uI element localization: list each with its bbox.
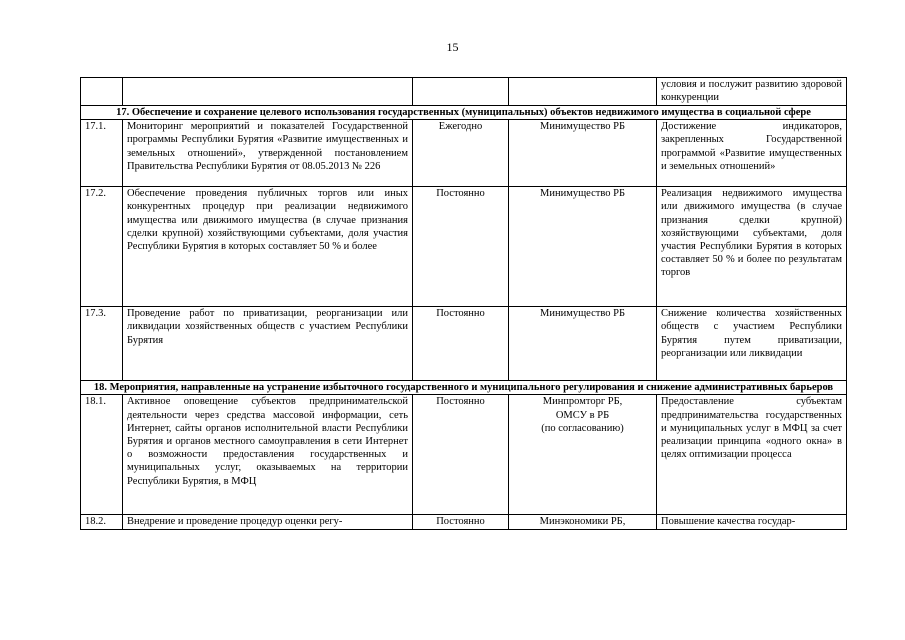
executor-line: (по согласованию) — [541, 422, 624, 434]
action-cell — [123, 78, 413, 106]
term-cell: Постоянно — [413, 395, 509, 515]
action-cell: Мониторинг мероприятий и показателей Государственной программы Республики Бурятия «Развитие имущественных и земельных отношений», утвержденной постановлением Правительства Республики Бурятия от 08.05.2013 № 226 — [123, 120, 413, 187]
action-cell: Проведение работ по приватизации, реорганизации или ликвидации хозяйственных обществ с участием Республики Бурятия — [123, 307, 413, 381]
table-row — [81, 395, 847, 515]
table-row — [81, 515, 847, 529]
result-cell: Достижение индикаторов, закрепленных Государственной программой «Развитие имущественных и земельных отношений» — [657, 120, 847, 187]
section-heading: 17. Обеспечение и сохранение целевого использования государственных (муниципальных) объектов недвижимого имущества в социальной сфере — [81, 106, 847, 120]
action-cell: Внедрение и проведение процедур оценки регу- — [123, 515, 413, 529]
table-row — [81, 120, 847, 187]
measures-table — [80, 77, 847, 530]
num-cell — [81, 78, 123, 106]
term-cell: Постоянно — [413, 187, 509, 307]
executor-cell: Минимущество РБ — [509, 307, 657, 381]
result-cell: условия и послужит развитию здоровой конкуренции — [657, 78, 847, 106]
table-row — [81, 78, 847, 106]
executor-cell: Минэкономики РБ, — [509, 515, 657, 529]
term-cell: Постоянно — [413, 307, 509, 381]
section-heading: 18. Мероприятия, направленные на устранение избыточного государственного и муниципального регулирования и снижение административных барьеров — [81, 381, 847, 395]
term-cell — [413, 78, 509, 106]
action-cell: Обеспечение проведения публичных торгов или иных конкурентных процедур при реализации недвижимого имущества или движимого имущества (в случае признания сделки крупной) хозяйствующими субъектами, доля участия Республики Бурятия в которых составляет 50 % и более — [123, 187, 413, 307]
section-heading-row — [81, 381, 847, 395]
num-cell: 18.1. — [81, 395, 123, 515]
term-cell: Постоянно — [413, 515, 509, 529]
executor-line: Минпромторг РБ, — [542, 396, 623, 408]
section-heading-row — [81, 106, 847, 120]
executor-cell: Минимущество РБ — [509, 187, 657, 307]
table-row — [81, 187, 847, 307]
num-cell: 17.3. — [81, 307, 123, 381]
executor-cell — [509, 78, 657, 106]
num-cell: 18.2. — [81, 515, 123, 529]
term-cell: Ежегодно — [413, 120, 509, 187]
num-cell: 17.2. — [81, 187, 123, 307]
result-cell: Реализация недвижимого имущества или движимого имущества (в случае признания сделки крупной) хозяйствующими субъектами, доля участия Республики Бурятия в которых составляет 50 % и более по результатам торгов — [657, 187, 847, 307]
result-cell: Снижение количества хозяйственных обществ с участием Республики Бурятия путем приватизации, реорганизации или ликвидации — [657, 307, 847, 381]
executor-line: ОМСУ в РБ — [555, 409, 610, 421]
executor-cell: Минимущество РБ — [509, 120, 657, 187]
action-cell: Активное оповещение субъектов предпринимательской деятельности через средства массовой информации, сеть Интернет, сайты органов исполнительной власти Республики Бурятия и органов местного самоуправления в сети Интернет о возможности предоставления государственных и муниципальных услуг, оказываемых на территории Республики Бурятия, в МФЦ — [123, 395, 413, 515]
result-cell: Повышение качества государ- — [657, 515, 847, 529]
table-row — [81, 307, 847, 381]
executor-cell — [509, 395, 657, 515]
num-cell: 17.1. — [81, 120, 123, 187]
page-number: 15 — [446, 40, 459, 54]
result-cell: Предоставление субъектам предпринимательства государственных и муниципальных услуг в МФЦ за счет реализации принципа «одного окна» в целях оптимизации процесса — [657, 395, 847, 515]
